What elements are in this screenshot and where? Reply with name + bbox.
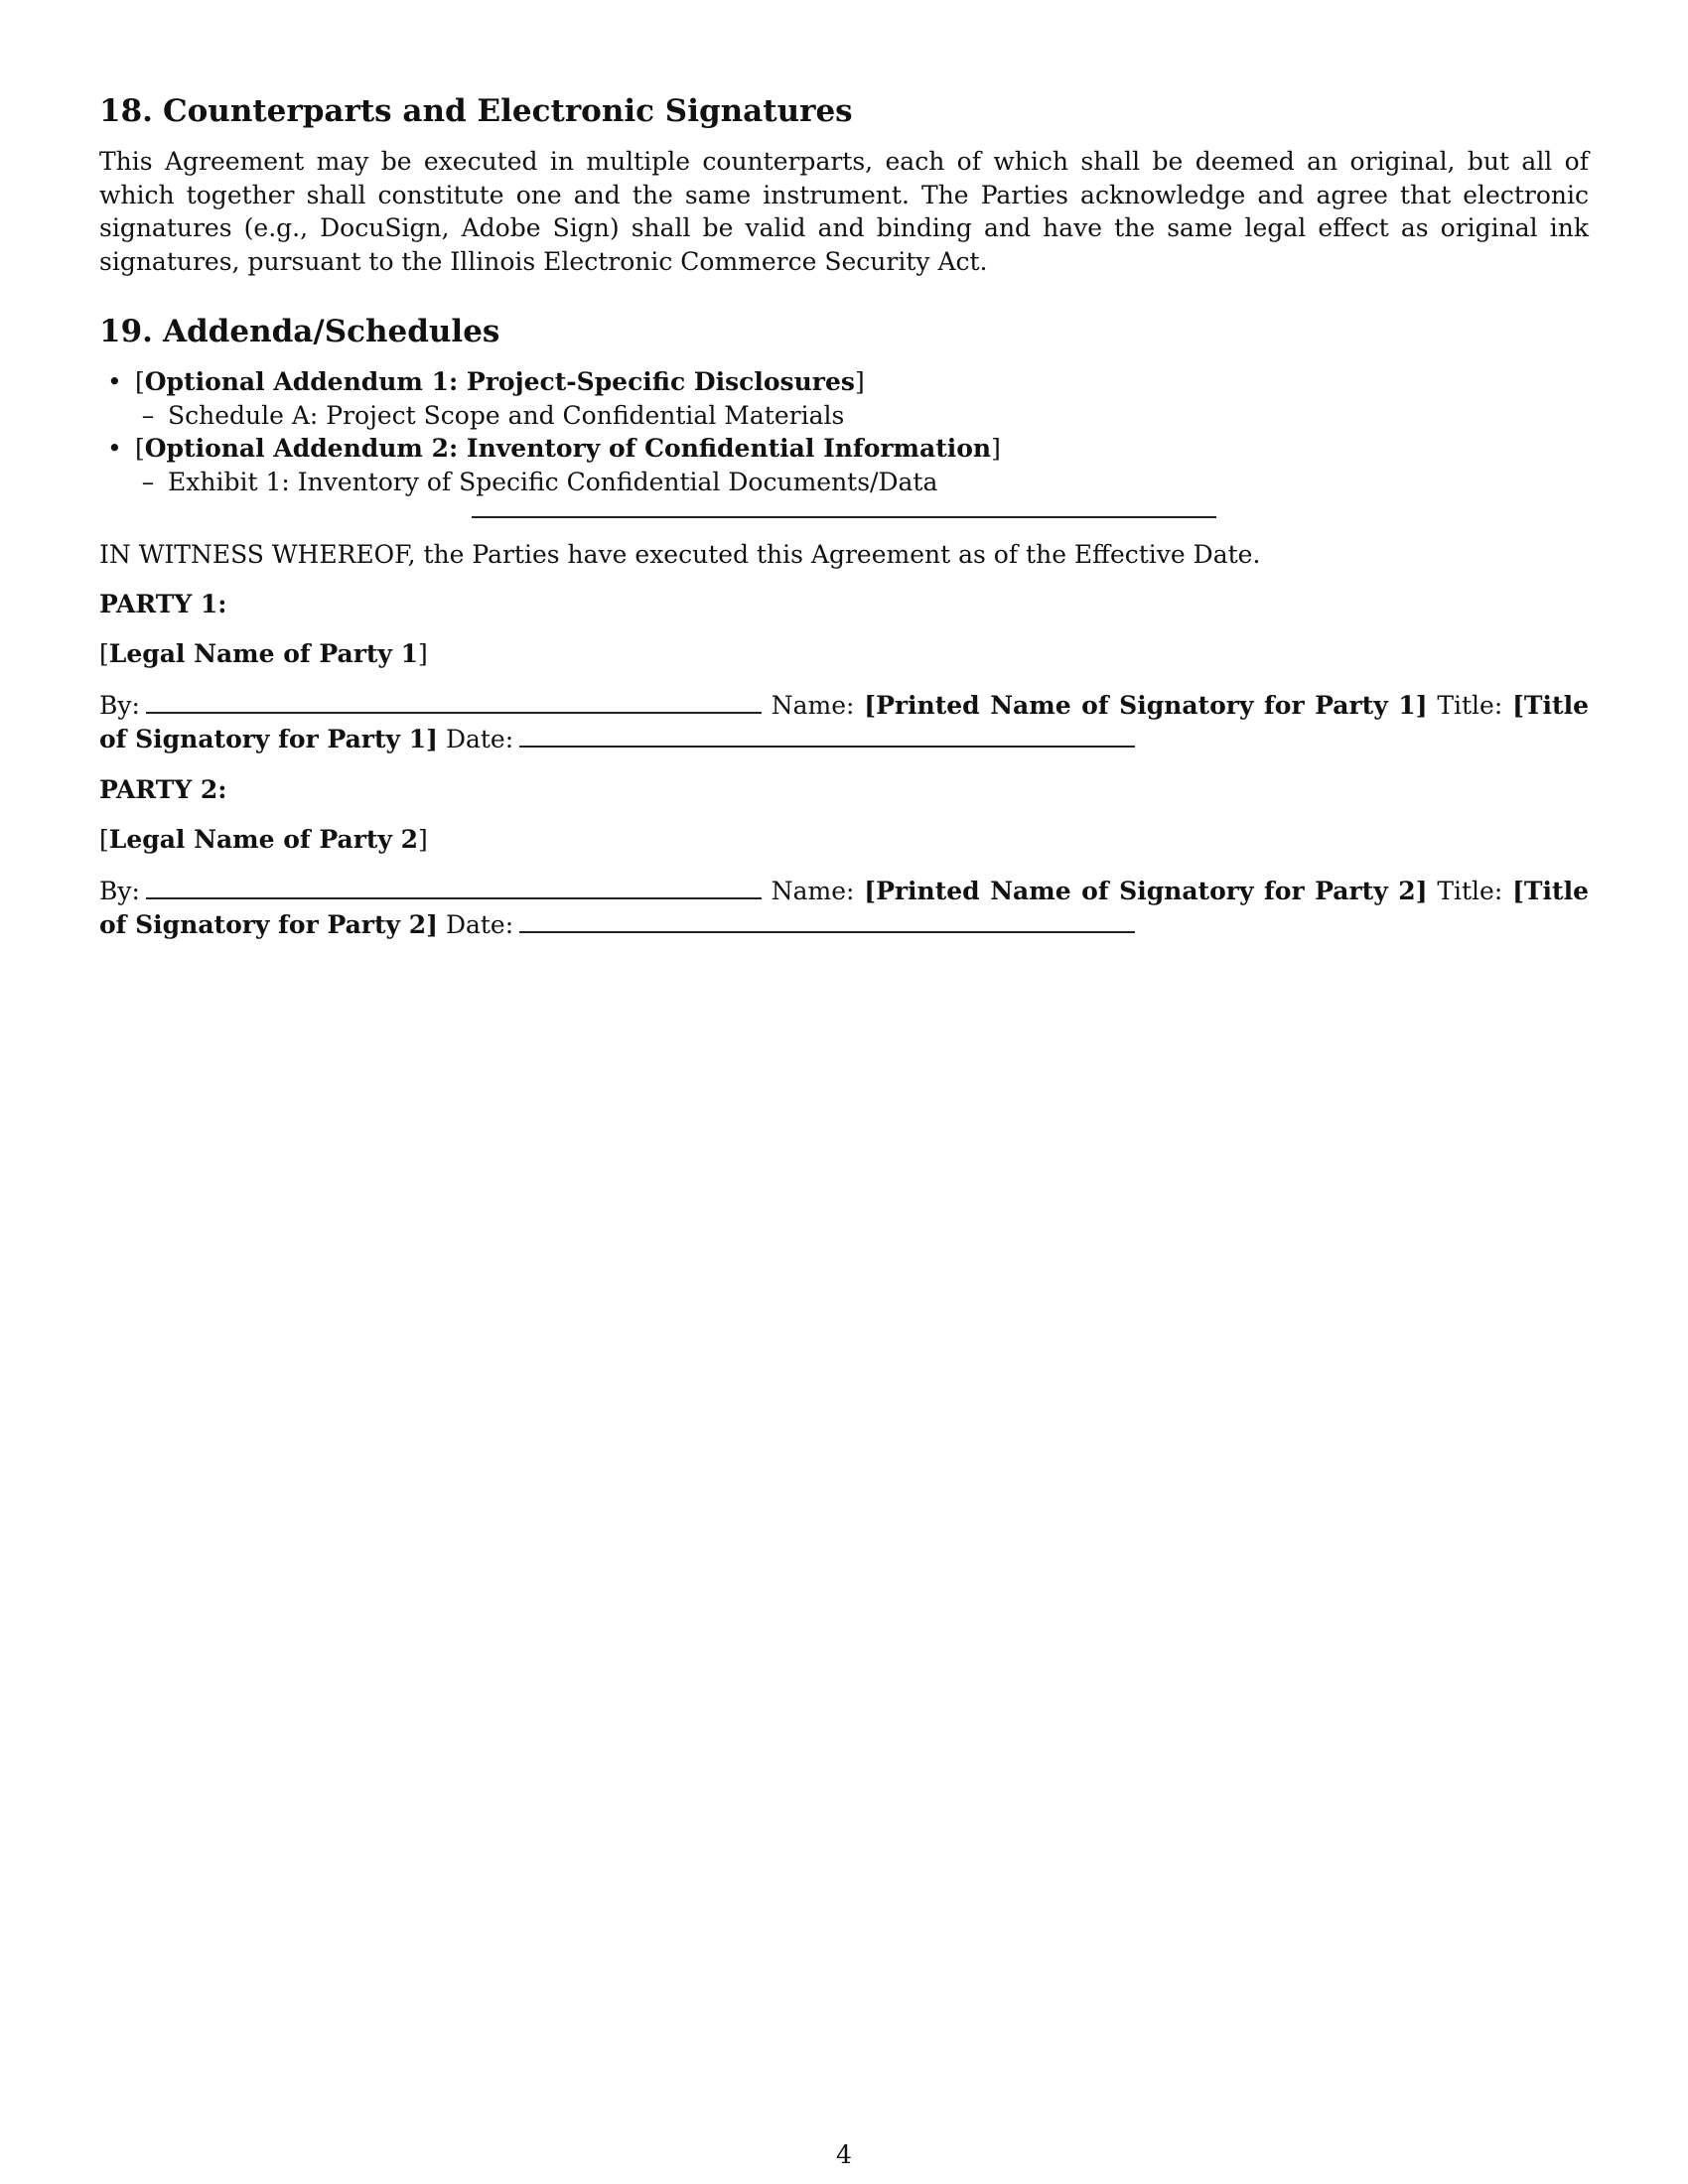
- page-number: 4: [836, 2140, 852, 2169]
- dash-icon: –: [141, 467, 155, 496]
- bracket-close: ]: [418, 825, 428, 854]
- addendum-subitem-text: Schedule A: Project Scope and Confidential Materials: [168, 400, 845, 430]
- bracket-close: ]: [418, 639, 428, 668]
- name-label: Name:: [771, 876, 855, 905]
- bullet-icon: •: [107, 367, 122, 396]
- name-label: Name:: [771, 690, 855, 720]
- section-18-title: Counterparts and Electronic Signatures: [162, 93, 853, 129]
- section-19: [99, 312, 1589, 498]
- date-line[interactable]: [519, 907, 1135, 933]
- addendum-label: Optional Addendum 1: Project-Specific Disclosures: [144, 367, 855, 396]
- party-legal-name: [99, 823, 1589, 857]
- addendum-subitem: [141, 466, 1589, 499]
- printed-name: Printed Name of Signatory for Party 2: [876, 876, 1416, 905]
- addendum-subitem: [141, 399, 1589, 433]
- addenda-list: [99, 365, 1589, 498]
- party-2-block: [99, 773, 1589, 942]
- section-18: [99, 91, 1589, 278]
- party-label: PARTY 1:: [99, 589, 227, 618]
- party-legal-name-text: Legal Name of Party 1: [108, 639, 419, 668]
- printed-name: Printed Name of Signatory for Party 1: [876, 690, 1416, 720]
- date-label: Date:: [445, 910, 514, 939]
- date-label: Date:: [445, 725, 514, 753]
- date-line[interactable]: [519, 722, 1135, 748]
- witness-statement: IN WITNESS WHEREOF, the Parties have executed this Agreement as of the Effective Date.: [99, 540, 1261, 569]
- title-label: Title:: [1437, 876, 1503, 905]
- title-value: Title of Signatory for Party 1: [99, 690, 1589, 753]
- horizontal-divider: [472, 516, 1216, 518]
- section-19-title: Addenda/Schedules: [162, 314, 500, 349]
- title-value: Title of Signatory for Party 2: [99, 876, 1589, 939]
- party-label: PARTY 2:: [99, 774, 227, 804]
- bullet-icon: •: [107, 434, 122, 463]
- party-1-block: [99, 588, 1589, 756]
- bracket-close: ]: [854, 367, 865, 396]
- section-18-heading: [99, 91, 1589, 131]
- signature-block: By: Name: [Printed Name of Signatory for Party 1] Title: [Title of Signatory for Party 1] Date:: [99, 688, 1589, 756]
- addendum-subitem-text: Exhibit 1: Inventory of Specific Confidential Documents/Data: [168, 467, 938, 496]
- document-page: [99, 91, 1589, 959]
- dash-icon: –: [141, 400, 155, 430]
- section-19-number: 19.: [99, 314, 153, 349]
- bracket-open: [: [99, 825, 109, 854]
- addendum-item: [107, 365, 1589, 432]
- signature-line[interactable]: [146, 874, 762, 899]
- by-label: By:: [99, 690, 140, 720]
- addendum-sublist: [135, 399, 1589, 433]
- bracket-open: [: [135, 367, 145, 396]
- party-legal-name-text: Legal Name of Party 2: [108, 825, 419, 854]
- section-19-heading: [99, 312, 1589, 351]
- by-label: By:: [99, 876, 140, 905]
- signature-line[interactable]: [146, 688, 762, 714]
- addendum-sublist: [135, 466, 1589, 499]
- title-label: Title:: [1437, 690, 1503, 720]
- bracket-close: ]: [991, 434, 1001, 463]
- bracket-open: [: [99, 639, 109, 668]
- bracket-open: [: [135, 434, 145, 463]
- addendum-item: [107, 432, 1589, 498]
- party-legal-name: [99, 637, 1589, 671]
- addendum-label: Optional Addendum 2: Inventory of Confidential Information: [144, 434, 992, 463]
- section-18-number: 18.: [99, 93, 153, 129]
- signature-block: By: Name: [Printed Name of Signatory for Party 2] Title: [Title of Signatory for Party 2] Date:: [99, 874, 1589, 942]
- section-18-body: This Agreement may be executed in multiple counterparts, each of which shall be deemed an original, but all of which together shall constitute one and the same instrument. The Parties acknowledge and agree that electronic signatures (e.g., DocuSign, Adobe Sign) shall be valid and binding and have the same legal effect as original ink signatures, pursuant to the Illinois Electronic Commerce Security Act.: [99, 147, 1589, 276]
